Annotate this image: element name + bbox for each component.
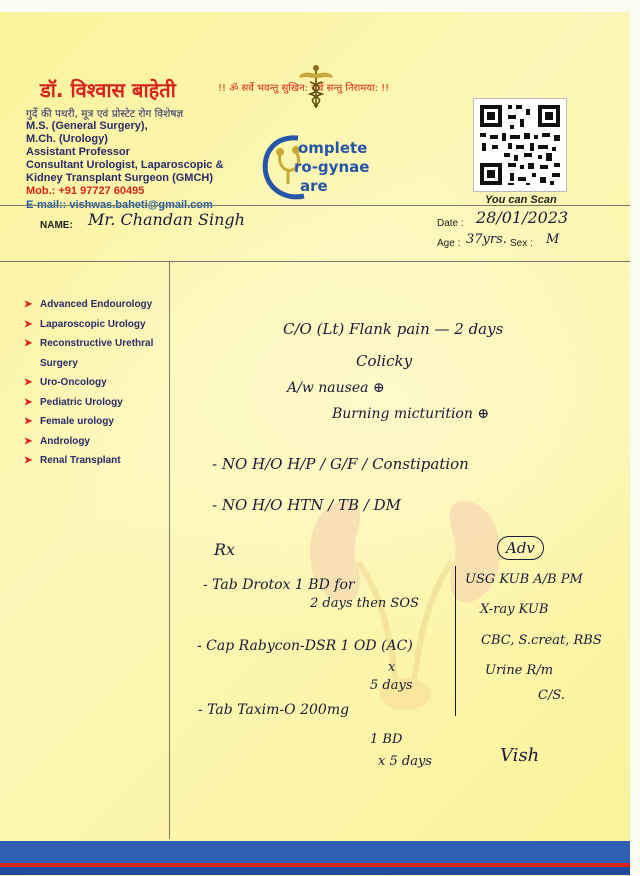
advice-bracket: [455, 566, 456, 716]
logo-line-3: are: [300, 177, 328, 195]
arrow-icon: ➤: [24, 338, 33, 349]
specialty-item: ➤ Uro-Oncology: [24, 373, 153, 393]
logo-line-2: ro-gynae: [294, 158, 370, 176]
qualification-2: M.Ch. (Urology): [26, 133, 108, 145]
history-line-2: - NO H/O HTN / TB / DM: [212, 496, 402, 514]
doctor-signature: Vish: [500, 745, 540, 766]
medicine-2-line-3: 5 days: [370, 678, 413, 693]
history-line-1: - NO H/O H/P / G/F / Constipation: [212, 455, 469, 473]
complaint-line-1: C/O (Lt) Flank pain — 2 days: [283, 320, 504, 338]
arrow-icon: ➤: [24, 455, 33, 466]
specialty-item: ➤ Renal Transplant: [24, 451, 153, 471]
qr-code-icon: [473, 98, 567, 192]
hindi-specialty: गुर्दे की पथरी, मूत्र एवं प्रोस्टेट रोग विशेषज्ञ: [26, 108, 184, 120]
arrow-icon: ➤: [24, 416, 33, 427]
advice-item-2: X-ray KUB: [480, 602, 549, 617]
date-label: Date :: [437, 218, 464, 229]
medicine-2-line-1: - Cap Rabycon-DSR 1 OD (AC): [197, 638, 413, 654]
arrow-icon: ➤: [24, 377, 33, 388]
qualification-3: Assistant Professor: [26, 146, 130, 158]
advice-item-5: C/S.: [538, 688, 565, 703]
medicine-1-line-1: - Tab Drotox 1 BD for: [203, 577, 355, 593]
specialty-item: ➤ Pediatric Urology: [24, 393, 153, 413]
mobile-number: Mob.: +91 97727 60495: [26, 185, 145, 197]
rx-symbol: Rx: [214, 540, 236, 559]
medicine-1-line-2: 2 days then SOS: [310, 596, 419, 611]
date-value: 28/01/2023: [476, 208, 569, 227]
name-label: NAME:: [40, 220, 73, 231]
specialty-item: ➤ Advanced Endourology: [24, 295, 153, 315]
age-value: 37yrs.: [466, 232, 507, 247]
footer-band-bottom: [0, 867, 630, 875]
patient-name: Mr. Chandan Singh: [88, 210, 245, 229]
arrow-icon: ➤: [24, 396, 33, 408]
complaint-line-4: Burning micturition ⊕: [332, 406, 490, 422]
complaint-line-3: A/w nausea ⊕: [287, 380, 385, 396]
email-address: E-mail:: vishwas.baheti@gmail.com: [26, 199, 213, 211]
specialty-item-continued: Surgery: [40, 357, 78, 369]
age-label: Age :: [437, 238, 461, 249]
mantra-text: !! ॐ सर्वे भवन्तु सुखिन: सर्वे सन्तु निरामया: !!: [218, 83, 390, 94]
sex-value: M: [546, 232, 560, 247]
advice-item-3: CBC, S.creat, RBS: [481, 633, 602, 648]
qualification-5: Kidney Transplant Surgeon (GMCH): [26, 172, 214, 184]
header-divider: [0, 205, 630, 206]
logo-line-1: omplete: [298, 139, 368, 157]
sidebar-divider: [169, 261, 170, 839]
specialties-list: [24, 295, 153, 471]
specialty-item: ➤ Andrology: [24, 432, 153, 452]
qualification-4: Consultant Urologist, Laparoscopic &: [26, 159, 224, 171]
advice-heading: Adv: [497, 536, 544, 560]
advice-item-1: USG KUB A/B PM: [465, 572, 583, 587]
medicine-3-line-2: 1 BD: [370, 732, 403, 747]
specialty-item: ➤ Laparoscopic Urology: [24, 315, 153, 335]
footer-band: [0, 841, 630, 863]
specialty-item: ➤ Female urology: [24, 412, 153, 432]
prescription-sheet: [0, 12, 630, 876]
advice-item-4: Urine R/m: [485, 663, 554, 678]
sex-label: Sex :: [510, 238, 533, 249]
complaint-line-2: Colicky: [356, 352, 413, 370]
specialty-item: ➤ Reconstructive Urethral: [24, 334, 153, 354]
doctor-name: डॉ. विश्वास बाहेती: [40, 78, 176, 102]
arrow-icon: ➤: [24, 318, 33, 330]
arrow-icon: ➤: [24, 299, 33, 310]
arrow-icon: ➤: [24, 435, 33, 447]
scan-caption: You can Scan: [485, 194, 557, 206]
patient-divider: [0, 261, 630, 262]
medicine-3-line-3: x 5 days: [378, 754, 432, 769]
medicine-3-line-1: - Tab Taxim-O 200mg: [198, 702, 350, 718]
caduceus-icon: [296, 64, 336, 110]
qualification-1: M.S. (General Surgery),: [26, 120, 148, 132]
medicine-2-line-2: x: [388, 660, 396, 675]
